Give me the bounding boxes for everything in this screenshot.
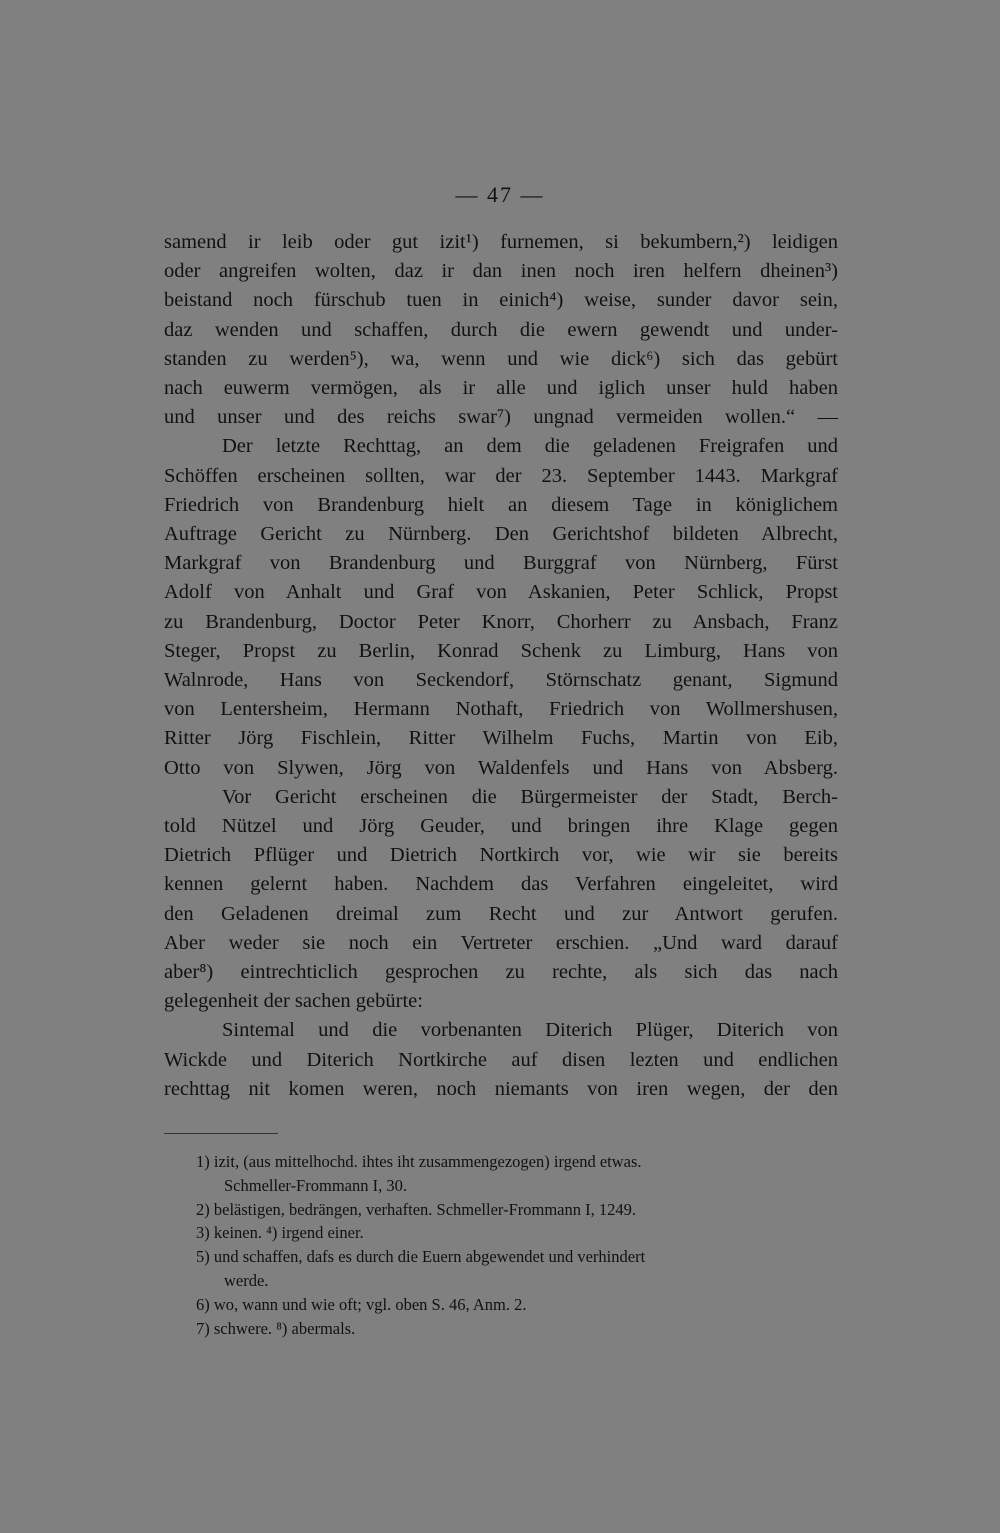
footnote-text: izit, (aus mittelhochd. ihtes iht zusammengezogen) irgend etwas. — [213, 1152, 642, 1171]
text-line: den Geladenen dreimal zum Recht und zur Antwort gerufen. — [164, 902, 838, 925]
text-line: Vor Gericht erscheinen die Bürgermeister der Stadt, Berch- — [222, 785, 838, 808]
main-text — [164, 228, 838, 1104]
footnote-text: belästigen, bedrängen, verhaften. Schmeller-Frommann I, 1249. — [213, 1199, 636, 1219]
paragraph — [164, 783, 838, 1017]
text-line: samend ir leib oder gut izit¹) furnemen, si bekumbern,²) leidigen — [164, 231, 838, 253]
text-line: Adolf von Anhalt und Graf von Askanien, Peter Schlick, Propst — [164, 581, 838, 604]
text-line: standen zu werden⁵), wa, wenn und wie dick⁶) sich das gebürt — [164, 347, 838, 370]
text-line: nach euwerm vermögen, als ir alle und iglich unser huld haben — [164, 377, 838, 400]
text-line: von Lentersheim, Hermann Nothaft, Friedrich von Wollmershusen, — [164, 698, 838, 721]
footnote-marker: 7) — [196, 1318, 210, 1338]
text-line: Steger, Propst zu Berlin, Konrad Schenk zu Limburg, Hans von — [164, 639, 838, 662]
footnote-marker: 5) — [196, 1247, 210, 1267]
text-line: Der letzte Rechttag, an dem die geladenen Freigrafen und — [222, 435, 838, 458]
footnote-item — [196, 1317, 836, 1341]
paragraph — [164, 432, 838, 782]
text-line: oder angreifen wolten, daz ir dan inen noch iren helfern dheinen³) — [164, 260, 838, 283]
footnote-item — [196, 1221, 836, 1245]
text-line: Wickde und Diterich Nortkirche auf disen lezten und endlichen — [164, 1048, 838, 1071]
text-line: Sintemal und die vorbenanten Diterich Plüger, Diterich von — [222, 1019, 838, 1042]
text-line: rechttag nit komen weren, noch niemants von iren wegen, der den — [164, 1077, 838, 1100]
text-line: Walnrode, Hans von Seckendorf, Störnschatz genant, Sigmund — [164, 669, 838, 692]
text-line: gelegenheit der sachen gebürte: — [164, 990, 423, 1013]
page-number: — 47 — — [455, 182, 545, 207]
footnote-divider — [164, 1133, 278, 1134]
text-line: Friedrich von Brandenburg hielt an diesem Tage in königlichem — [164, 493, 838, 516]
text-line: Markgraf von Brandenburg und Burggraf von Nürnberg, Fürst — [164, 552, 838, 575]
footnote-text: schwere. ⁸) abermals. — [213, 1318, 356, 1338]
footnote-text: wo, wann und wie oft; vgl. oben S. 46, Anm. 2. — [213, 1294, 527, 1314]
text-line: und unser und des reichs swar⁷) ungnad vermeiden wollen.“ — — [164, 406, 838, 429]
paragraph — [164, 228, 838, 432]
footnote-marker: 1) — [196, 1152, 210, 1171]
text-line: Otto von Slywen, Jörg von Waldenfels und Hans von Absberg. — [164, 756, 838, 779]
footnote-item — [196, 1245, 836, 1293]
text-line: told Nützel und Jörg Geuder, und bringen ihre Klage gegen — [164, 815, 838, 838]
footnote-marker: 6) — [196, 1294, 210, 1314]
text-line: Schöffen erscheinen sollten, war der 23. September 1443. Markgraf — [164, 464, 838, 487]
text-line: kennen gelernt haben. Nachdem das Verfahren eingeleitet, wird — [164, 873, 838, 896]
footnote-text: Schmeller-Frommann I, 30. — [224, 1175, 407, 1195]
footnote-text: keinen. ⁴) irgend einer. — [213, 1223, 364, 1243]
footnotes — [196, 1150, 836, 1340]
text-line: Aber weder sie noch ein Vertreter erschien. „Und ward darauf — [164, 931, 838, 954]
footnote-item — [196, 1293, 836, 1317]
text-line: Auftrage Gericht zu Nürnberg. Den Gerichtshof bildeten Albrecht, — [164, 523, 838, 546]
text-line: zu Brandenburg, Doctor Peter Knorr, Chorherr zu Ansbach, Franz — [164, 610, 838, 633]
text-line: Dietrich Pflüger und Dietrich Nortkirch vor, wie wir sie bereits — [164, 844, 838, 867]
footnote-text: werde. — [224, 1270, 269, 1290]
footnote-item — [196, 1150, 836, 1198]
text-line: beistand noch fürschub tuen in einich⁴) weise, sunder davor sein, — [164, 289, 838, 312]
footnote-marker: 3) — [196, 1223, 210, 1243]
footnote-text: und schaffen, dafs es durch die Euern abgewendet und verhindert — [213, 1247, 646, 1267]
text-line: aber⁸) eintrechticlich gesprochen zu rechte, als sich das nach — [164, 961, 838, 984]
text-line: Ritter Jörg Fischlein, Ritter Wilhelm Fuchs, Martin von Eib, — [164, 727, 838, 750]
footnote-item — [196, 1198, 836, 1222]
paragraph — [164, 1016, 838, 1104]
footnote-marker: 2) — [196, 1199, 210, 1219]
text-line: daz wenden und schaffen, durch die ewern gewendt und under- — [164, 318, 838, 341]
